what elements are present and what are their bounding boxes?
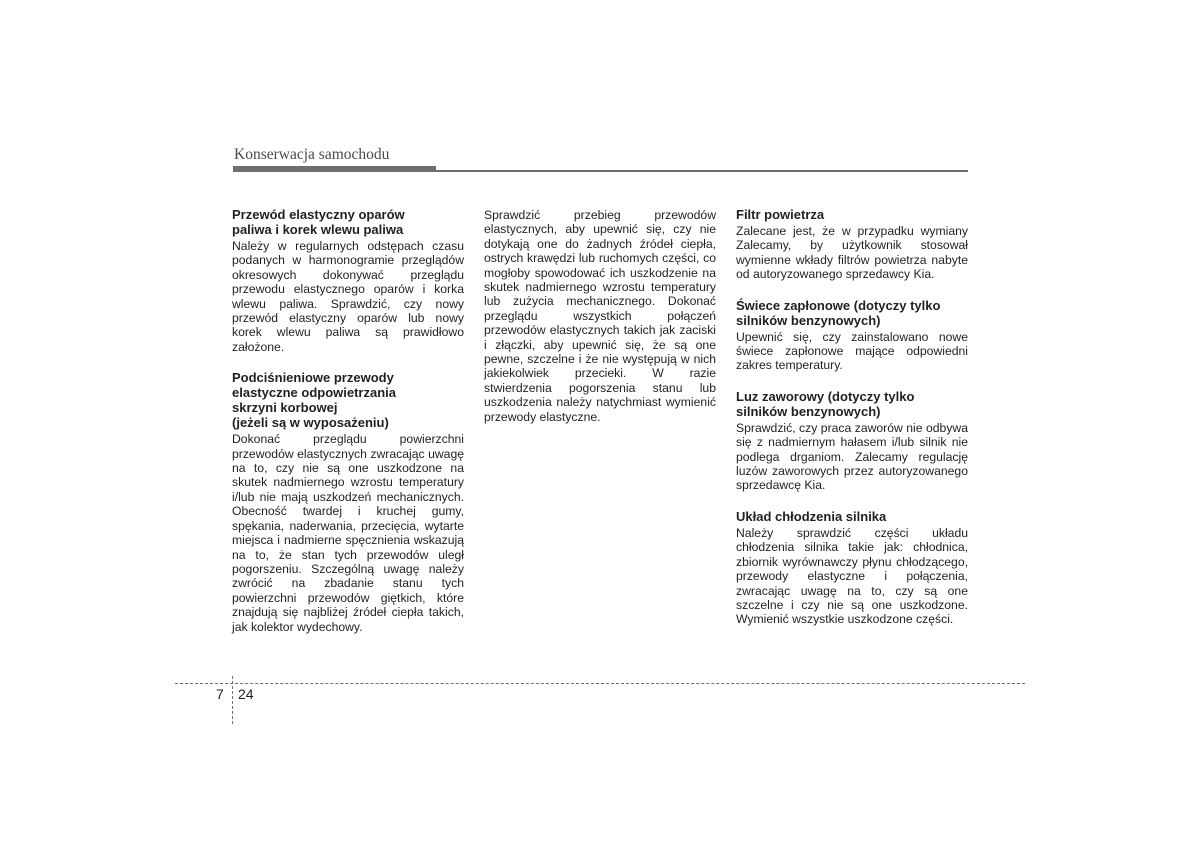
- section-heading-line: skrzyni korbowej: [232, 400, 338, 416]
- section-heading-line: silników benzynowych): [736, 312, 881, 328]
- section-heading: [232, 370, 464, 430]
- column-middle: [484, 207, 716, 424]
- section-heading-line: Luz zaworowy (dotyczy tylko: [736, 388, 915, 404]
- section-body: Należy w regularnych odstępach czasu podanych w harmonogramie przeglądów okresowych dokonywać przeglądu przewodu elastycznego oparów i korka wlewu paliwa. Sprawdzić, czy nowy przewód elastyczny oparów lub nowy korek wlewu paliwa są prawidłowo założone.: [232, 239, 464, 354]
- section-body: Należy sprawdzić części układu chłodzenia silnika takie jak: chłodnica, zbiornik wyrównawczy płynu chłodzącego, przewody elastyczne i połączenia, zwracając uwagę na to, czy są one szczelne i czy nie są one uszkodzone. Wymienić wszystkie uszkodzone części.: [736, 525, 968, 627]
- section-heading-line: Filtr powietrza: [736, 207, 825, 222]
- section-heading: [736, 298, 968, 328]
- page-number: 24: [238, 686, 254, 702]
- section-body: Dokonać przeglądu powierzchni przewodów elastycznych zwracając uwagę na to, czy nie są one uszkodzone na skutek nadmiernego wzrostu temperatury i/lub nie mają uszkodzeń mechanicznych. Obecność twardej i kruchej gumy, spękania, naderwania, przecięcia, wytarte miejsca i nadmierne spęcznienia wskazują na to, że stan tych przewodów uległ pogorszeniu. Szczególną uwagę należy zwrócić na zbadanie stanu tych powierzchni przewodów giętkich, które znajdują się najbliżej źródeł ciepła takich, jak kolektor wydechowy.: [232, 432, 464, 634]
- section-body: Sprawdzić, czy praca zaworów nie odbywa się z nadmiernym hałasem i/lub silnik nie podlega drganiom. Zalecamy regulację luzów zaworowych przez autoryzowanego sprzedawcę Kia.: [736, 420, 968, 493]
- section-heading-line: Przewód elastyczny oparów: [232, 207, 405, 222]
- page-header-title: Konserwacja samochodu: [234, 146, 390, 163]
- section-heading: [736, 207, 968, 222]
- header-rule-thick: [233, 166, 436, 172]
- footer-dashed-rule: [175, 683, 1025, 684]
- section-heading-line: silników benzynowych): [736, 403, 881, 419]
- section-heading: [232, 207, 464, 237]
- section-body: Zalecane jest, że w przypadku wymiany Zalecamy, by użytkownik stosował wymienne wkłady filtrów powietrza nabyte od autoryzowanego sprzedawcy Kia.: [736, 224, 968, 282]
- section-heading-line: Świece zapłonowe (dotyczy tylko: [736, 297, 941, 313]
- section-heading: [736, 509, 968, 524]
- section-heading-line: (jeżeli są w wyposażeniu): [232, 415, 389, 431]
- column-right: [736, 207, 968, 627]
- section-body: Upewnić się, czy zainstalowano nowe świece zapłonowe mające odpowiedni zakres temperatury.: [736, 329, 968, 373]
- section-heading: [736, 389, 968, 419]
- section-body: Sprawdzić przebieg przewodów elastycznych, aby upewnić się, czy nie dotykają one do żadnych źródeł ciepła, ostrych krawędzi lub ruchomych części, co mogłoby spowodować ich uszkodzenie na skutek nadmiernego wzrostu temperatury lub zużycia mechanicznego. Dokonać przeglądu wszystkich połączeń przewodów elastycznych takich jak zaciski i złączki, aby upewnić się, że są one pewne, szczelne i że nie występują w nich jakiekolwiek przecieki. W razie stwierdzenia pogorszenia stanu lub uszkodzenia należy natychmiast wymienić przewody elastyczne.: [484, 208, 716, 424]
- header-rule-thin: [436, 170, 968, 172]
- section-heading-line: paliwa i korek wlewu paliwa: [232, 222, 404, 237]
- chapter-number: 7: [216, 686, 224, 702]
- section-heading-line: Układ chłodzenia silnika: [736, 508, 887, 524]
- page-number-divider: [232, 676, 233, 724]
- column-left: [232, 207, 464, 634]
- section-heading-line: Podciśnieniowe przewody: [232, 370, 394, 386]
- section-heading-line: elastyczne odpowietrzania: [232, 385, 396, 401]
